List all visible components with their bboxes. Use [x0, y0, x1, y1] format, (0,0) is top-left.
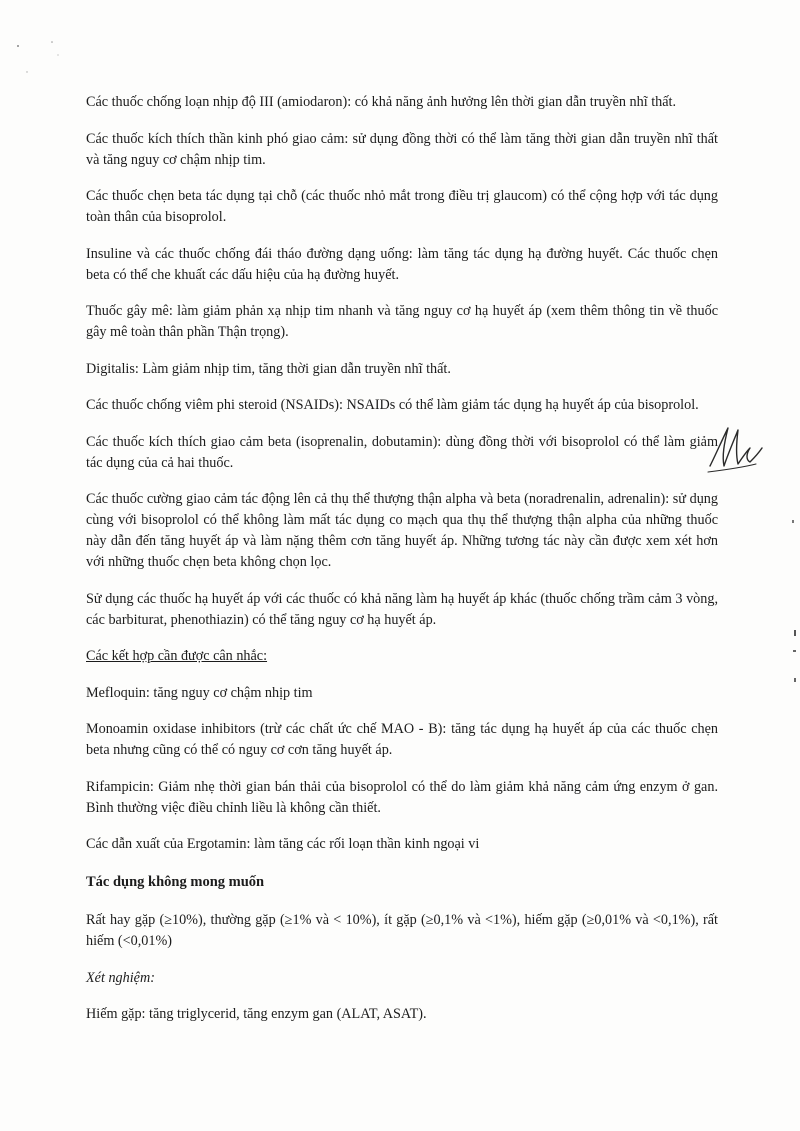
scan-edge-marks — [780, 500, 800, 720]
scan-specks — [0, 0, 80, 80]
paragraph-rifampicin: Rifampicin: Giảm nhẹ thời gian bán thải của bisoprolol có thể do làm giảm khả năng cảm ứng enzym ở gan. Bình thường việc điều chỉnh liều là không cần thiết. — [86, 778, 718, 816]
subheading-lab-tests: Xét nghiệm: — [86, 969, 155, 986]
paragraph-topical-beta-blockers: Các thuốc chẹn beta tác dụng tại chỗ (các thuốc nhỏ mắt trong điều trị glaucom) có thể cộng hợp với tác dụng toàn thân của bisoprolol. — [86, 188, 718, 225]
document-body — [86, 92, 718, 1041]
paragraph-beta-sympathomimetics: Các thuốc kích thích giao cảm beta (isoprenalin, dobutamin): dùng đồng thời với bisoprolol có thể làm giảm tác dụng của cả hai thuốc. — [86, 433, 718, 471]
paragraph-antihypertensives: Sử dụng các thuốc hạ huyết áp với các thuốc có khả năng làm hạ huyết áp khác (thuốc chống trầm cảm 3 vòng, các barbiturat, phenothiazin) có thể tăng nguy cơ hạ huyết áp. — [86, 590, 718, 628]
paragraph-insulin: Insuline và các thuốc chống đái tháo đường dạng uống: làm tăng tác dụng hạ đường huyết. Các thuốc chẹn beta có thể che khuất các dấu hiệu của hạ đường huyết. — [86, 245, 718, 283]
paragraph-digitalis: Digitalis: Làm giảm nhịp tim, tăng thời gian dẫn truyền nhĩ thất. — [86, 360, 451, 377]
paragraph-nsaids: Các thuốc chống viêm phi steroid (NSAIDs): NSAIDs có thể làm giảm tác dụng hạ huyết áp của bisoprolol. — [86, 397, 699, 413]
paragraph-anesthetics: Thuốc gây mê: làm giảm phản xạ nhịp tim nhanh và tăng nguy cơ hạ huyết áp (xem thêm thông tin về thuốc gây mê toàn thân phần Thận trọng). — [86, 303, 718, 340]
section-heading-side-effects: Tác dụng không mong muốn — [86, 874, 265, 890]
paragraph-lab-findings: Hiếm gặp: tăng triglycerid, tăng enzym gan (ALAT, ASAT). — [86, 1006, 427, 1022]
paragraph-sympathomimetics: Các thuốc cường giao cảm tác động lên cả thụ thể thượng thận alpha và beta (noradrenalin, adrenalin): sử dụng cùng với bisoprolol có thể không làm mất tác dụng co mạch qua thụ thể thượng thận alpha của những thuốc này dẫn đến tăng huyết áp và làm nặng thêm cơn tăng huyết áp. Những tương tác này cần được xem xét hơn với những thuốc chẹn beta không chọn lọc. — [86, 491, 718, 570]
section-heading-combinations: Các kết hợp cần được cân nhắc: — [86, 648, 268, 664]
paragraph-antiarrhythmic: Các thuốc chống loạn nhịp độ III (amiodaron): có khả năng ảnh hưởng lên thời gian dẫn truyền nhĩ thất. — [86, 94, 677, 110]
paragraph-ergotamine: Các dẫn xuất của Ergotamin: làm tăng các rối loạn thần kinh ngoại vi — [86, 836, 480, 852]
paragraph-mefloquin: Mefloquin: tăng nguy cơ chậm nhịp tim — [86, 684, 313, 701]
paragraph-parasympathomimetic: Các thuốc kích thích thần kinh phó giao cảm: sử dụng đồng thời có thể làm tăng thời gian dẫn truyền nhĩ thất và tăng nguy cơ chậm nhịp tim. — [86, 130, 718, 168]
paragraph-mao-inhibitors: Monoamin oxidase inhibitors (trừ các chất ức chế MAO - B): tăng tác dụng hạ huyết áp của các thuốc chẹn beta nhưng cũng có thể có nguy cơ cơn tăng huyết áp. — [86, 721, 718, 758]
paragraph-frequency-scale: Rất hay gặp (≥10%), thường gặp (≥1% và < 10%), ít gặp (≥0,1% và <1%), hiếm gặp (≥0,01% và <0,1%), rất hiếm (<0,01%) — [86, 912, 718, 949]
handwritten-signature — [706, 418, 766, 478]
